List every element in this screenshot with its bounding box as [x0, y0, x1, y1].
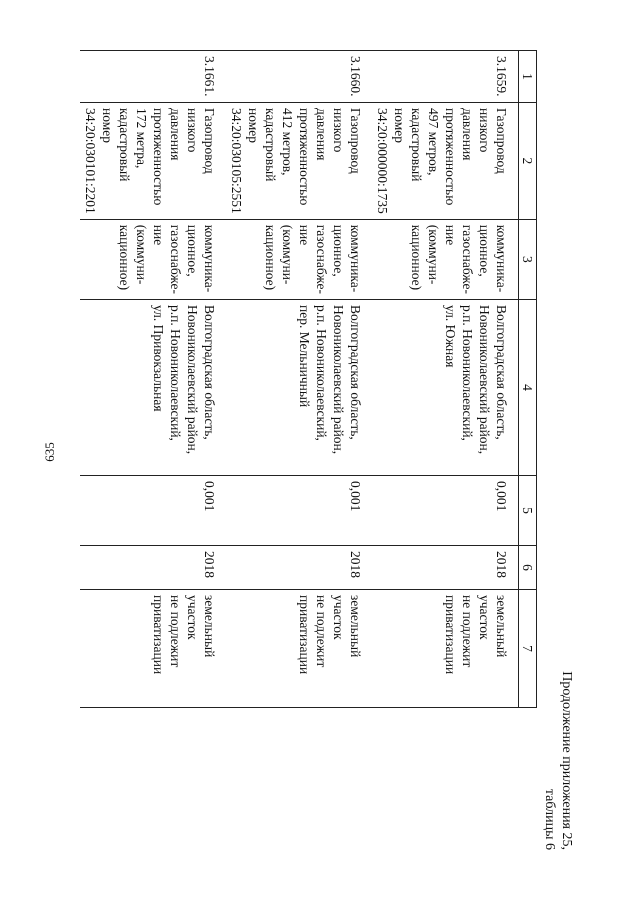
object-area: 0,001 [226, 476, 372, 546]
row-number: 3.1660. [226, 51, 372, 103]
header-col-5: 5 [519, 476, 537, 546]
table-row [80, 51, 226, 708]
rotated-page-content [83, 10, 617, 890]
object-area: 0,001 [80, 476, 226, 546]
object-note: земельный участок не подлежит приватизации [372, 590, 519, 708]
table-row [226, 51, 372, 708]
object-area: 0,001 [372, 476, 519, 546]
object-address: Волгоградская область, Новониколаевский район, р.п. Новониколаевский, ул. Привокзальная [80, 300, 226, 476]
table-row [372, 51, 519, 708]
header-col-1: 1 [519, 51, 537, 103]
object-year: 2018 [226, 546, 372, 590]
object-name: Газопровод низкого давления протяженностью 412 метров, кадастровый номер 34:20:030105:2551 [226, 103, 372, 220]
object-name: Газопровод низкого давления протяженностью 172 метра, кадастровый номер 34:20:030101:2201 [80, 103, 226, 220]
table-caption [541, 671, 575, 850]
object-note: земельный участок не подлежит приватизации [80, 590, 226, 708]
header-row [519, 51, 537, 708]
object-year: 2018 [372, 546, 519, 590]
object-name: Газопровод низкого давления протяженностью 497 метров, кадастровый номер 34:20:000000:1735 [372, 103, 519, 220]
object-purpose: коммуника- ционное, газоснабже- ние (коммуни- кационное) [372, 219, 519, 299]
page-number: 635 [42, 442, 57, 462]
header-col-7: 7 [519, 590, 537, 708]
header-col-4: 4 [519, 300, 537, 476]
object-note: земельный участок не подлежит приватизации [226, 590, 372, 708]
row-number: 3.1661. [80, 51, 226, 103]
object-purpose: коммуника- ционное, газоснабже- ние (коммуни- кационное) [80, 219, 226, 299]
caption-line-2: таблицы 6 [542, 788, 557, 850]
object-purpose: коммуника- ционное, газоснабже- ние (коммуни- кационное) [226, 219, 372, 299]
header-col-6: 6 [519, 546, 537, 590]
row-number: 3.1659. [372, 51, 519, 103]
header-col-2: 2 [519, 103, 537, 220]
property-table [80, 50, 537, 708]
header-col-3: 3 [519, 219, 537, 299]
object-address: Волгоградская область, Новониколаевский район, р.п. Новониколаевский, пер. Мельничный [226, 300, 372, 476]
caption-line-1: Продолжение приложения 25, [559, 671, 574, 850]
object-address: Волгоградская область, Новониколаевский район, р.п. Новониколаевский, ул. Южная [372, 300, 519, 476]
object-year: 2018 [80, 546, 226, 590]
